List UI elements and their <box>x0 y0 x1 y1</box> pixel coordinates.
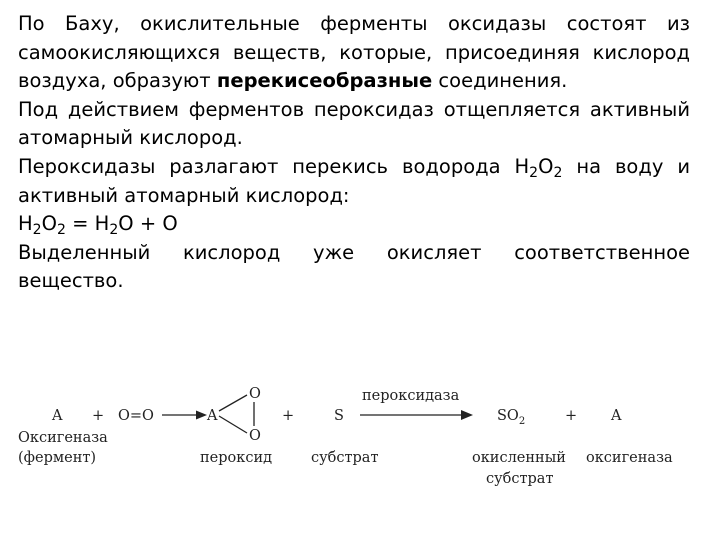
decompose-text-end: на воду и активный атомарный кислород: <box>18 154 690 207</box>
eq-h: H <box>94 212 110 236</box>
product-a: A <box>611 408 622 424</box>
peroxide-o-top: O <box>249 386 261 402</box>
arrow-head-icon <box>461 410 473 420</box>
text-block <box>18 10 690 296</box>
peroxide-o-bottom: O <box>249 428 261 444</box>
eq-equals: = <box>65 212 95 236</box>
formula-o: O <box>538 154 554 178</box>
caption-substrate: субстрат <box>311 450 379 466</box>
paragraph-bach-text: По Баху, окислительные ферменты оксидазы состоят из самоокисляющихся веществ, которые, присоединяя кислород воздуха, образуют <box>18 12 690 93</box>
reactant-a: A <box>52 408 63 424</box>
arrow-label: пероксидаза <box>362 388 460 404</box>
paragraph-oxidizes: Выделенный кислород уже окисляет соответственное вещество. <box>18 240 690 293</box>
caption-peroxide: пероксид <box>200 450 273 466</box>
caption-oxygenase: Оксигеназа <box>18 430 108 446</box>
bond-line <box>219 416 247 433</box>
caption-oxidized: окисленный <box>472 450 566 466</box>
caption-enzyme: (фермент) <box>18 450 97 466</box>
substrate-s: S <box>334 408 344 424</box>
eq-atomic-o: O <box>162 212 178 236</box>
paragraph-peroxidase-decompose <box>18 153 690 210</box>
plus-sign: + <box>565 408 578 424</box>
eq-h: H <box>18 212 33 236</box>
paragraph-bach-end: соединения. <box>432 69 568 93</box>
caption-oxidized-substrate: субстрат <box>486 471 554 487</box>
bold-term: перекисеобразные <box>216 69 433 93</box>
bond-line <box>219 395 247 411</box>
paragraph-peroxidase-action: Под действием ферментов пероксидаз отщепляется активный атомарный кислород. <box>18 97 690 150</box>
caption-oxygenase-product: оксигеназа <box>586 450 673 466</box>
eq-o: O <box>41 212 57 236</box>
arrow-head-icon <box>196 411 207 420</box>
oxidized-substrate: $SO_2$ <box>497 408 526 427</box>
plus-sign: + <box>282 408 295 424</box>
plus-sign: + <box>92 408 105 424</box>
subscript: 2 <box>56 222 66 239</box>
decompose-text: Пероксидазы разлагают перекись водорода H <box>18 154 530 178</box>
equation <box>18 210 690 239</box>
subscript: 2 <box>529 164 539 181</box>
eq-o: O <box>118 212 134 236</box>
subscript: 2 <box>109 222 119 239</box>
subscript: 2 <box>32 222 42 239</box>
paragraph-bach <box>18 10 690 96</box>
subscript: 2 <box>553 164 563 181</box>
reaction-scheme <box>0 380 720 500</box>
oxygen-molecule: O=O <box>118 408 154 424</box>
peroxide-a: A <box>207 408 218 424</box>
eq-plus: + <box>133 212 163 236</box>
